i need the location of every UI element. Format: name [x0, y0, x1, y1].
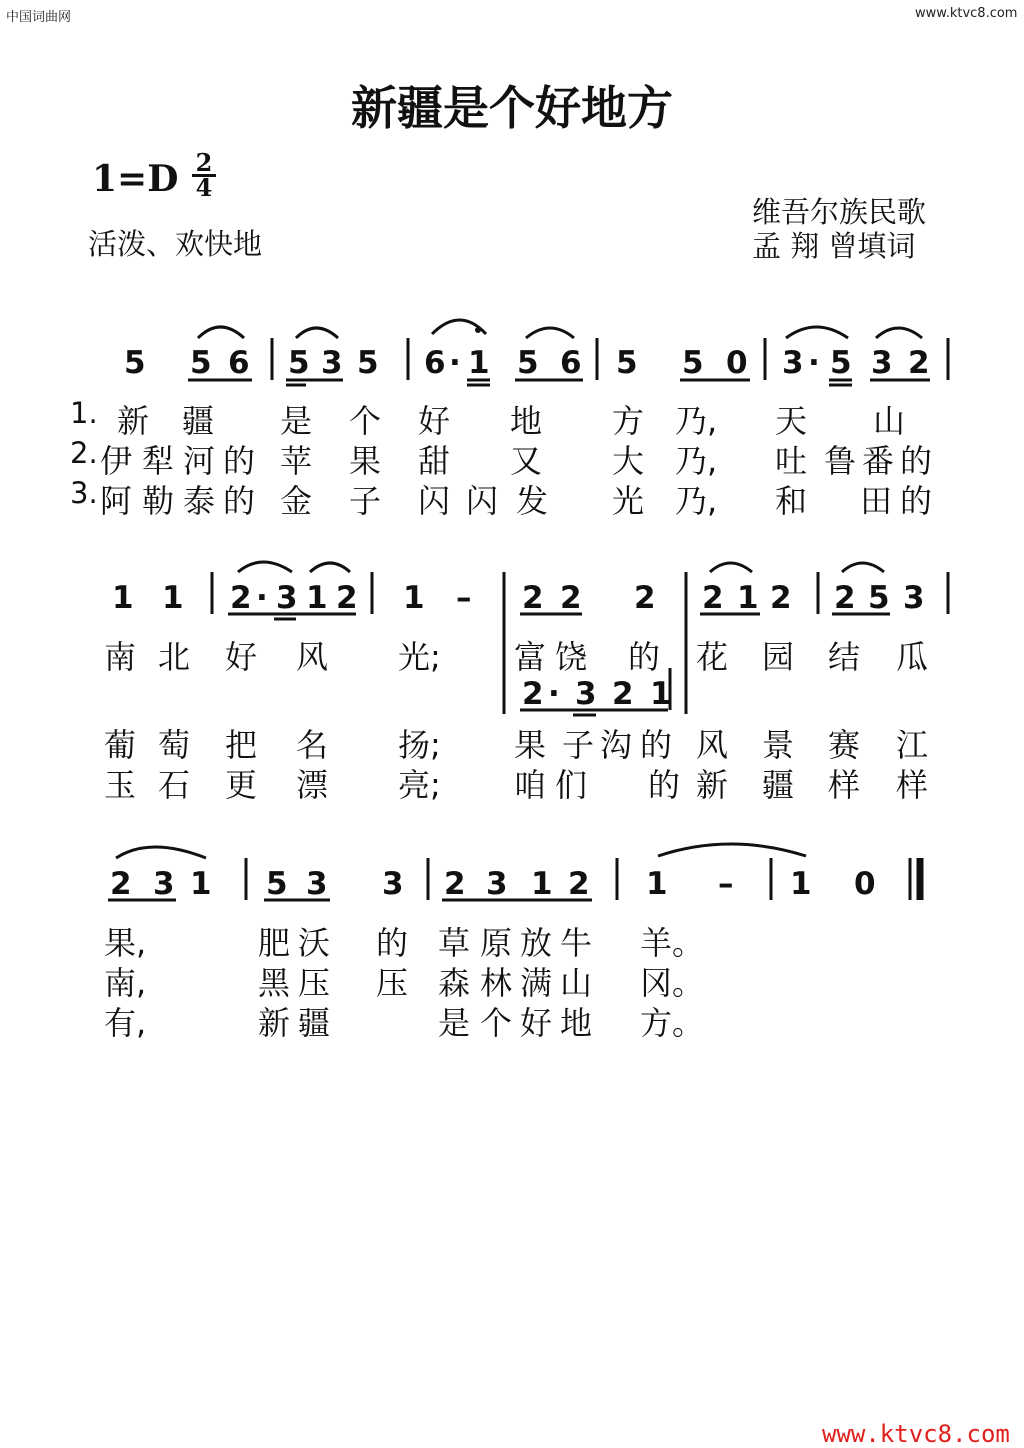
lyric: 地	[510, 402, 543, 440]
note: 2	[444, 866, 466, 902]
lyric: 子	[349, 482, 382, 520]
time-signature-top: 2	[195, 148, 213, 177]
note: 3	[486, 866, 508, 902]
watermark-bottom-right: www.ktvc8.com	[822, 1420, 1010, 1448]
slur	[658, 844, 806, 856]
slur	[238, 562, 292, 572]
lyric: 名	[296, 726, 329, 764]
lyric: 新	[258, 1004, 291, 1042]
lyric: 乃,	[675, 402, 718, 440]
lyric: 番	[862, 442, 895, 480]
lyric: 好	[520, 1004, 553, 1042]
note: 1	[468, 345, 490, 381]
lyric: 富	[514, 638, 547, 676]
lyric: 个	[480, 1004, 513, 1042]
note: 3	[276, 580, 298, 616]
note: 1	[162, 580, 184, 616]
watermark-top-left: 中国词曲网	[6, 10, 72, 25]
lyric: 风	[696, 726, 729, 764]
verse-number: 3.	[70, 476, 98, 510]
lyric: 大	[612, 442, 645, 480]
lyric: 方。	[640, 1004, 705, 1042]
lyric: 伊	[100, 442, 133, 480]
watermark-top-right: www.ktvc8.com	[915, 6, 1018, 21]
note: 5	[124, 345, 146, 381]
note: 2	[908, 345, 930, 381]
lyric: 乃,	[675, 442, 718, 480]
dash: –	[456, 580, 472, 616]
note: 1	[790, 866, 812, 902]
dash: –	[718, 866, 734, 902]
note-dot: ·	[548, 676, 560, 712]
lyric: 犁	[142, 442, 175, 480]
lyric: 的	[376, 924, 409, 962]
rest: 0	[854, 866, 876, 902]
lyric: 果	[514, 726, 547, 764]
lyric: 有,	[104, 1004, 147, 1042]
note: 5	[830, 345, 852, 381]
note: 6	[560, 345, 582, 381]
lyric: 南	[104, 638, 137, 676]
lyric: 玉	[104, 766, 137, 804]
lyric: 的	[648, 766, 681, 804]
note: 3	[782, 345, 804, 381]
lyric: 江	[896, 726, 929, 764]
lyric: 冈。	[640, 964, 705, 1002]
lyric: 放	[520, 924, 553, 962]
note: 2	[230, 580, 252, 616]
note: 2	[110, 866, 132, 902]
time-signature-bottom: 4	[195, 173, 213, 202]
note: 5	[517, 345, 539, 381]
note: 1	[646, 866, 668, 902]
lyric: 肥	[258, 924, 291, 962]
note: 5	[616, 345, 638, 381]
lyric: 森	[438, 964, 471, 1002]
lyric: 闪	[466, 482, 499, 520]
lyric: 更	[225, 766, 258, 804]
note: 5	[682, 345, 704, 381]
lyric: 葡	[104, 726, 137, 764]
lyric: 漂	[296, 766, 329, 804]
lyric: 新	[696, 766, 729, 804]
lyric: 样	[828, 766, 861, 804]
note: 6	[424, 345, 446, 381]
note: 5	[357, 345, 379, 381]
note: 2	[568, 866, 590, 902]
lyric: 个	[349, 402, 382, 440]
note: 1	[737, 580, 759, 616]
note: 2	[522, 580, 544, 616]
alt-note: 2	[522, 676, 544, 712]
lyric: 光	[612, 482, 645, 520]
note: 3	[321, 345, 343, 381]
lyric: 的	[223, 442, 256, 480]
lyric: 好	[418, 402, 451, 440]
note: 3	[903, 580, 925, 616]
lyric: 山	[873, 402, 906, 440]
slur	[526, 328, 574, 338]
note: 1	[403, 580, 425, 616]
lyric: 赛	[828, 726, 861, 764]
source-origin: 维吾尔族民歌	[752, 195, 927, 229]
lyric: 乃,	[675, 482, 718, 520]
lyric: 泰	[183, 482, 216, 520]
lyric: 山	[560, 964, 593, 1002]
note: 0	[726, 345, 748, 381]
slur	[842, 563, 884, 572]
key-signature: 1=D	[92, 158, 179, 200]
note: 3	[871, 345, 893, 381]
lyric: 吐	[775, 442, 808, 480]
lyric: 原	[480, 924, 513, 962]
lyric: 方	[612, 402, 645, 440]
lyric: 瓜	[896, 638, 929, 676]
song-title: 新疆是个好地方	[351, 81, 673, 135]
lyric: 子	[562, 726, 595, 764]
lyric: 河	[183, 442, 216, 480]
lyric: 样	[896, 766, 929, 804]
lyric: 好	[225, 638, 258, 676]
lyric: 是	[280, 402, 313, 440]
lyric: 新	[117, 402, 150, 440]
lyric: 鲁	[824, 442, 857, 480]
lyric: 们	[555, 766, 588, 804]
note: 3	[306, 866, 328, 902]
lyric: 甜	[418, 442, 451, 480]
slur	[786, 327, 848, 338]
alt-note: 3	[575, 676, 597, 712]
lyric: 扬;	[398, 726, 441, 764]
note: 1	[531, 866, 553, 902]
lyric: 风	[296, 638, 329, 676]
lyric: 牛	[560, 924, 593, 962]
lyric: 亮;	[398, 766, 441, 804]
slur	[310, 563, 350, 572]
note: 2	[834, 580, 856, 616]
lyric: 是	[438, 1004, 471, 1042]
note: 5	[868, 580, 890, 616]
tempo-marking: 活泼、欢快地	[88, 227, 263, 261]
lyric: 疆	[182, 402, 215, 440]
note: 2	[770, 580, 792, 616]
note-dot: ·	[256, 580, 268, 616]
lyric: 苹	[280, 442, 313, 480]
slur	[116, 847, 206, 858]
lyric: 黑	[258, 964, 291, 1002]
note: 2	[336, 580, 358, 616]
lyric: 金	[280, 482, 313, 520]
verse-number: 1.	[70, 396, 98, 430]
lyric: 石	[158, 766, 191, 804]
lyric: 把	[225, 726, 258, 764]
note: 3	[153, 866, 175, 902]
lyric: 的	[900, 482, 933, 520]
alt-note: 1	[650, 676, 672, 712]
note: 5	[266, 866, 288, 902]
lyric: 结	[828, 638, 861, 676]
lyric: 沟	[600, 726, 633, 764]
lyric: 的	[640, 726, 673, 764]
lyric: 萄	[158, 726, 191, 764]
lyric: 咱	[514, 766, 547, 804]
lyricist-credit: 孟 翔 曾填词	[752, 229, 916, 263]
note-dot: ·	[808, 345, 820, 381]
note: 1	[190, 866, 212, 902]
lyric: 田	[860, 482, 893, 520]
lyric: 天	[775, 402, 808, 440]
lyric: 北	[158, 638, 191, 676]
lyric: 的	[900, 442, 933, 480]
lyric: 阿	[100, 482, 133, 520]
note: 6	[228, 345, 250, 381]
lyric: 沃	[298, 924, 331, 962]
lyric: 果,	[104, 924, 147, 962]
lyric: 发	[516, 482, 549, 520]
slur	[296, 328, 338, 338]
lyric: 和	[775, 482, 808, 520]
lyric: 闪	[418, 482, 451, 520]
note: 1	[306, 580, 328, 616]
lyric: 草	[438, 924, 471, 962]
lyric: 满	[520, 964, 553, 1002]
lyric: 压	[298, 964, 331, 1002]
note-dot: ·	[449, 345, 461, 381]
octave-dot	[475, 327, 481, 333]
verse-number: 2.	[70, 436, 98, 470]
lyric: 的	[628, 638, 661, 676]
note: 3	[382, 866, 404, 902]
slur	[710, 563, 752, 572]
lyric: 地	[560, 1004, 593, 1042]
lyric: 光;	[398, 638, 441, 676]
lyric: 勒	[142, 482, 175, 520]
note: 5	[190, 345, 212, 381]
lyric: 疆	[762, 766, 795, 804]
slur	[198, 327, 244, 338]
note: 2	[702, 580, 724, 616]
lyric: 羊。	[640, 924, 705, 962]
note: 2	[560, 580, 582, 616]
lyric: 压	[376, 964, 409, 1002]
lyric: 饶	[555, 638, 588, 676]
note: 1	[112, 580, 134, 616]
lyric: 果	[349, 442, 382, 480]
lyric: 园	[762, 638, 795, 676]
note: 5	[288, 345, 310, 381]
lyric: 林	[480, 964, 513, 1002]
note: 2	[634, 580, 656, 616]
slur	[876, 328, 922, 338]
lyric: 花	[696, 638, 729, 676]
lyric: 景	[762, 726, 795, 764]
lyric: 又	[510, 442, 543, 480]
lyric: 疆	[298, 1004, 331, 1042]
lyric: 南,	[104, 964, 147, 1002]
lyric: 的	[223, 482, 256, 520]
alt-note: 2	[612, 676, 634, 712]
